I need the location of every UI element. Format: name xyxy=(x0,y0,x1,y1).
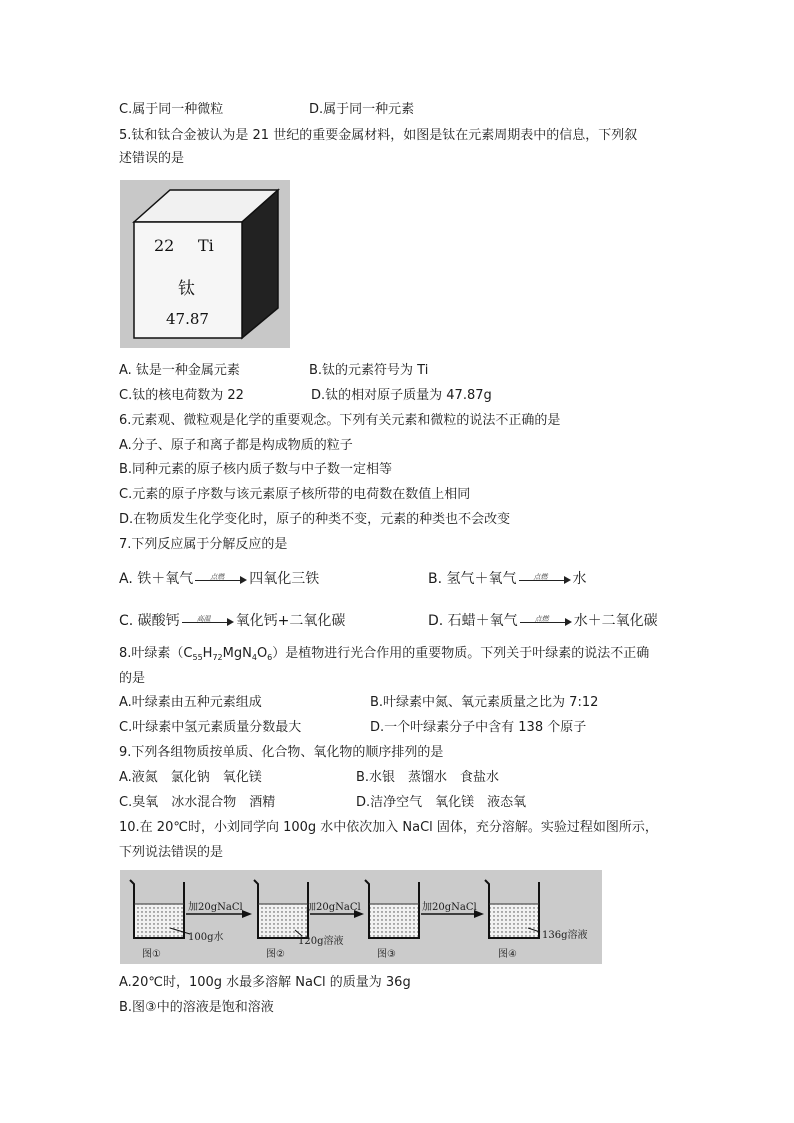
add-label-2: 加20gNaCl xyxy=(306,902,361,913)
q6-option-d: D.在物质发生化学变化时，原子的种类不变，元素的种类也不会改变 xyxy=(119,512,511,527)
atomic-mass: 47.87 xyxy=(166,310,209,328)
reaction-condition: 点燃 xyxy=(210,573,225,581)
q8-stem-suffix: ）是植物进行光合作用的重要物质。下列关于叶绿素的说法不正确 xyxy=(272,646,650,661)
reaction-b-products: 水 xyxy=(572,571,587,587)
reaction-arrow xyxy=(182,615,234,627)
q8-option-b: B.叶绿素中氮、氧元素质量之比为 7:12 xyxy=(370,695,599,710)
beaker2-content-label: 120g溶液 xyxy=(298,936,344,947)
q6-option-a: A.分子、原子和离子都是构成物质的粒子 xyxy=(119,438,353,453)
chlorophyll-formula: $C_{55}H_{72}MgN_4O_6$ xyxy=(183,646,273,662)
q6-option-c: C.元素的原子序数与该元素原子核所带的电荷数在数值上相同 xyxy=(119,487,471,502)
q10-option-a: A.20℃时，100g 水最多溶解 NaCl 的质量为 36g xyxy=(119,975,411,990)
q7-stem: 7.下列反应属于分解反应的是 xyxy=(119,537,288,552)
dissolution-experiment-figure xyxy=(120,870,602,964)
q9-option-c: C.臭氧 冰水混合物 酒精 xyxy=(119,795,276,810)
q10-stem-line1: 10.在 20℃时，小刘同学向 100g 水中依次加入 NaCl 固体，充分溶解。实验过程如图所示， xyxy=(119,820,658,835)
add-label-3: 加20gNaCl xyxy=(422,902,477,913)
q5-stem-line2: 述错误的是 xyxy=(119,151,185,166)
q5-stem-line1: 5.钛和钛合金被认为是 21 世纪的重要金属材料，如图是钛在元素周期表中的信息，下列叙 xyxy=(119,128,638,143)
figure-4-caption: 图④ xyxy=(498,949,517,960)
q6-stem: 6.元素观、微粒观是化学的重要观念。下列有关元素和微粒的说法不正确的是 xyxy=(119,413,561,428)
q4-option-d: D.属于同一种元素 xyxy=(309,102,415,117)
reaction-c-products: 氧化钙+二氧化碳 xyxy=(235,613,346,629)
figure-3-caption: 图③ xyxy=(377,949,396,960)
reaction-b-reactants: B. 氢气＋氧气 xyxy=(428,571,517,587)
q5-option-b: B.钛的元素符号为 Ti xyxy=(309,363,429,378)
reaction-a-products: 四氧化三铁 xyxy=(249,571,320,587)
add-label-1: 加20gNaCl xyxy=(188,902,243,913)
reaction-arrow xyxy=(195,573,247,585)
q7-option-a xyxy=(119,569,319,589)
reaction-arrow xyxy=(519,573,571,585)
reaction-arrow xyxy=(520,615,572,627)
q8-stem-line1 xyxy=(119,645,649,667)
q5-option-a: A. 钛是一种金属元素 xyxy=(119,363,240,378)
q7-option-b xyxy=(428,569,587,589)
beakers-drawing xyxy=(120,870,602,964)
element-name: 钛 xyxy=(178,279,195,299)
element-symbol: Ti xyxy=(198,236,214,255)
q10-stem-line2: 下列说法错误的是 xyxy=(119,845,224,860)
q7-option-c xyxy=(119,611,345,631)
q9-option-b: B.水银 蒸馏水 食盐水 xyxy=(356,770,500,785)
q4-option-c: C.属于同一种微粒 xyxy=(119,102,224,117)
q8-stem-line2: 的是 xyxy=(119,671,146,686)
reaction-condition: 高温 xyxy=(196,615,211,623)
figure-2-caption: 图② xyxy=(266,949,285,960)
reaction-c-reactants: C. 碳酸钙 xyxy=(119,613,180,629)
q8-stem-prefix: 8.叶绿素（ xyxy=(119,646,184,661)
q10-option-b: B.图③中的溶液是饱和溶液 xyxy=(119,1000,274,1015)
beaker1-content-label: 100g水 xyxy=(188,932,224,943)
q5-option-d: D.钛的相对原子质量为 47.87g xyxy=(311,388,492,403)
reaction-d-reactants: D. 石蜡＋氧气 xyxy=(428,613,518,629)
reaction-a-reactants: A. 铁＋氧气 xyxy=(119,571,194,587)
reaction-condition: 点燃 xyxy=(534,615,549,623)
q8-option-d: D.一个叶绿素分子中含有 138 个原子 xyxy=(370,720,587,735)
beaker4-content-label: 136g溶液 xyxy=(542,930,588,941)
q5-option-c: C.钛的核电荷数为 22 xyxy=(119,388,244,403)
q6-option-b: B.同种元素的原子核内质子数与中子数一定相等 xyxy=(119,462,393,477)
q9-option-d: D.洁净空气 氧化镁 液态氧 xyxy=(356,795,527,810)
titanium-element-card-figure xyxy=(120,180,290,348)
figure-1-caption: 图① xyxy=(142,949,161,960)
q9-option-a: A.液氮 氯化钠 氧化镁 xyxy=(119,770,262,785)
atomic-number: 22 xyxy=(154,236,175,255)
q8-option-c: C.叶绿素中氢元素质量分数最大 xyxy=(119,720,302,735)
q9-stem: 9.下列各组物质按单质、化合物、氧化物的顺序排列的是 xyxy=(119,745,444,760)
q7-option-d xyxy=(428,611,658,631)
q8-option-a: A.叶绿素由五种元素组成 xyxy=(119,695,262,710)
reaction-condition: 点燃 xyxy=(533,573,548,581)
reaction-d-products: 水＋二氧化碳 xyxy=(573,613,658,629)
